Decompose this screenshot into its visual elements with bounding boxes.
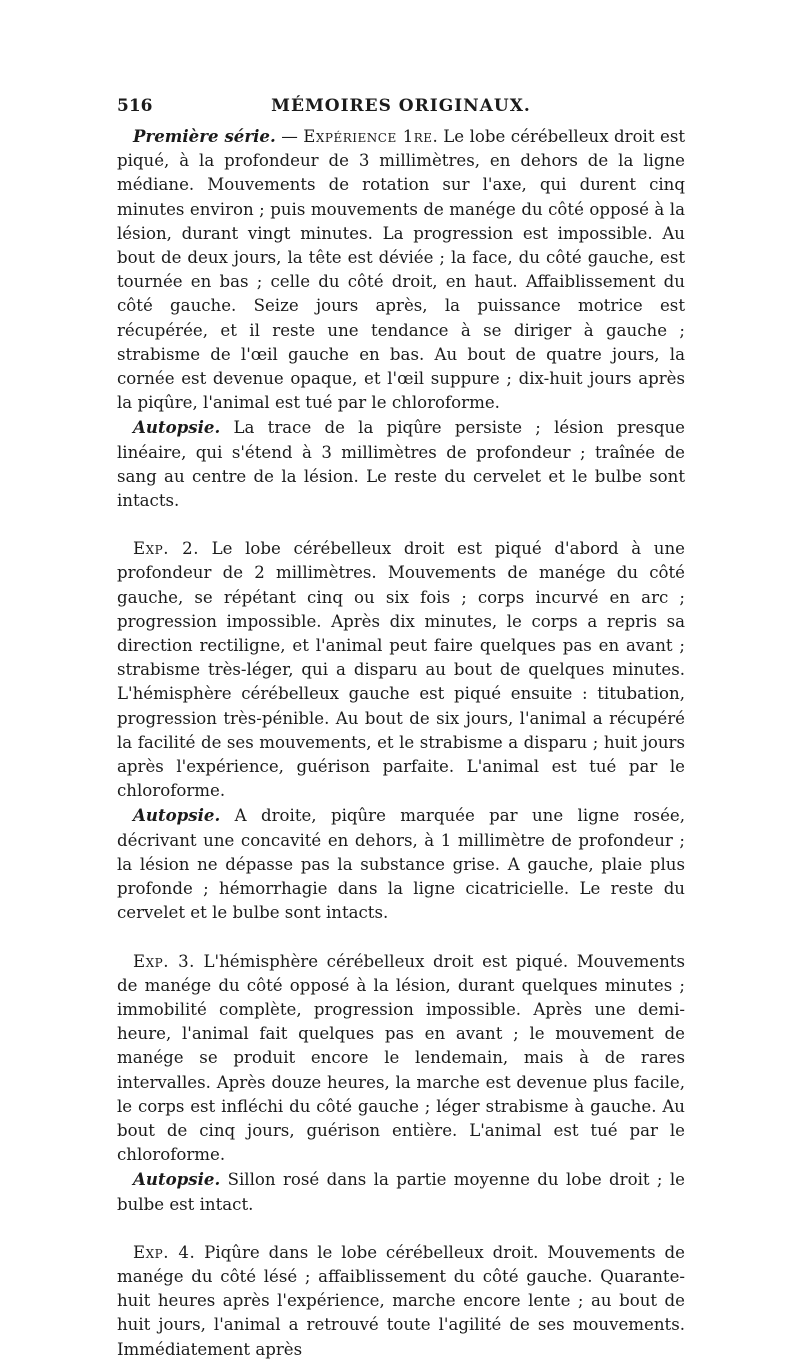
autopsy-label: Autopsie. <box>133 805 221 826</box>
paragraph-autopsy-2 <box>117 803 685 925</box>
paragraph-experience-3 <box>117 950 685 1168</box>
autopsy-label: Autopsie. <box>133 1169 221 1190</box>
page-number: 516 <box>117 96 153 116</box>
paragraph-experience-1 <box>117 124 685 415</box>
paragraph-experience-4 <box>117 1241 685 1362</box>
running-title: MÉMOIRES ORIGINAUX. <box>271 96 531 116</box>
section-label: Première série. <box>133 126 276 146</box>
paragraph-text: A droite, piqûre marquée par une ligne rosée, décrivant une concavité en dehors, à 1 millimètre de profondeur ; la lésion ne dépasse pas la substance grise. A gauche, plaie plus profonde ; hémorrhagie dans la ligne cicatricielle. Le reste du cervelet et le bulbe sont intacts. <box>117 806 685 923</box>
paragraph-autopsy-1 <box>117 415 685 513</box>
label-separator: — <box>275 127 304 146</box>
paragraph-experience-2 <box>117 537 685 803</box>
experiment-lead: Exp. 3. <box>133 951 195 971</box>
autopsy-label: Autopsie. <box>133 417 221 438</box>
paragraph-autopsy-3 <box>117 1167 685 1216</box>
paragraph-text: Sillon rosé dans la partie moyenne du lobe droit ; le bulbe est intact. <box>117 1170 685 1214</box>
body-text <box>117 124 685 1362</box>
paragraph-text: . Le lobe cérébelleux droit est piqué, à la profondeur de 3 millimètres, en dehors de la ligne médiane. Mouvements de rotation sur l'axe, qui durent cinq minutes environ ; puis mouvements de manége du côté opposé à la lésion, durant vingt minutes. La progression est impossible. Au bout de deux jours, la tête est déviée ; la face, du côté gauche, est tournée en bas ; celle du côté droit, en haut. Affaiblissement du côté gauche. Seize jours après, la puissance motrice est récupérée, et il reste une tendance à se diriger à gauche ; strabisme de l'œil gauche en bas. Au bout de quatre jours, la cornée est devenue opaque, et l'œil suppure ; dix-huit jours après la piqûre, l'animal est tué par le chloroforme. <box>117 127 685 413</box>
paragraph-text: Le lobe cérébelleux droit est piqué d'abord à une profondeur de 2 millimètres. Mouvements de manége du côté gauche, se répétant cinq ou six fois ; corps incurvé en arc ; progression impossible. Après dix minutes, le corps a repris sa direction rectiligne, et l'animal peut faire quelques pas en avant ; strabisme très-léger, qui a disparu au bout de quelques minutes. L'hémisphère cérébelleux gauche est piqué ensuite : titubation, progression très-pénible. Au bout de six jours, l'animal a récupéré la facilité de ses mouvements, et le strabisme a disparu ; huit jours après l'expérience, guérison parfaite. L'animal est tué par le chloroforme. <box>117 539 685 801</box>
experiment-lead: Exp. 2. <box>133 539 199 559</box>
paragraph-text: Piqûre dans le lobe cérébelleux droit. Mouvements de manége du côté lésé ; affaiblissement du côté gauche. Quarante-huit heures après l'expérience, marche encore lente ; au bout de huit jours, l'animal a retrouvé toute l'agilité de ses mouvements. Immédiatement après <box>117 1242 685 1359</box>
paragraph-text: La trace de la piqûre persiste ; lésion presque linéaire, qui s'étend à 3 millimètres de profondeur ; traînée de sang au centre de la lésion. Le reste du cervelet et le bulbe sont intacts. <box>117 418 685 511</box>
paragraph-text: L'hémisphère cérébelleux droit est piqué. Mouvements de manége du côté opposé à la lésion, durant quelques minutes ; immobilité complète, progression impossible. Après une demi-heure, l'animal fait quelques pas en avant ; le mouvement de manége se produit encore le lendemain, mais à de rares intervalles. Après douze heures, la marche est devenue plus facile, le corps est infléchi du côté gauche ; léger strabisme à gauche. Au bout de cinq jours, guérison entière. L'animal est tué par le chloroforme. <box>117 951 685 1165</box>
experiment-lead: Exp. 4. <box>133 1242 196 1262</box>
experiment-lead: Expérience 1re <box>303 127 433 146</box>
